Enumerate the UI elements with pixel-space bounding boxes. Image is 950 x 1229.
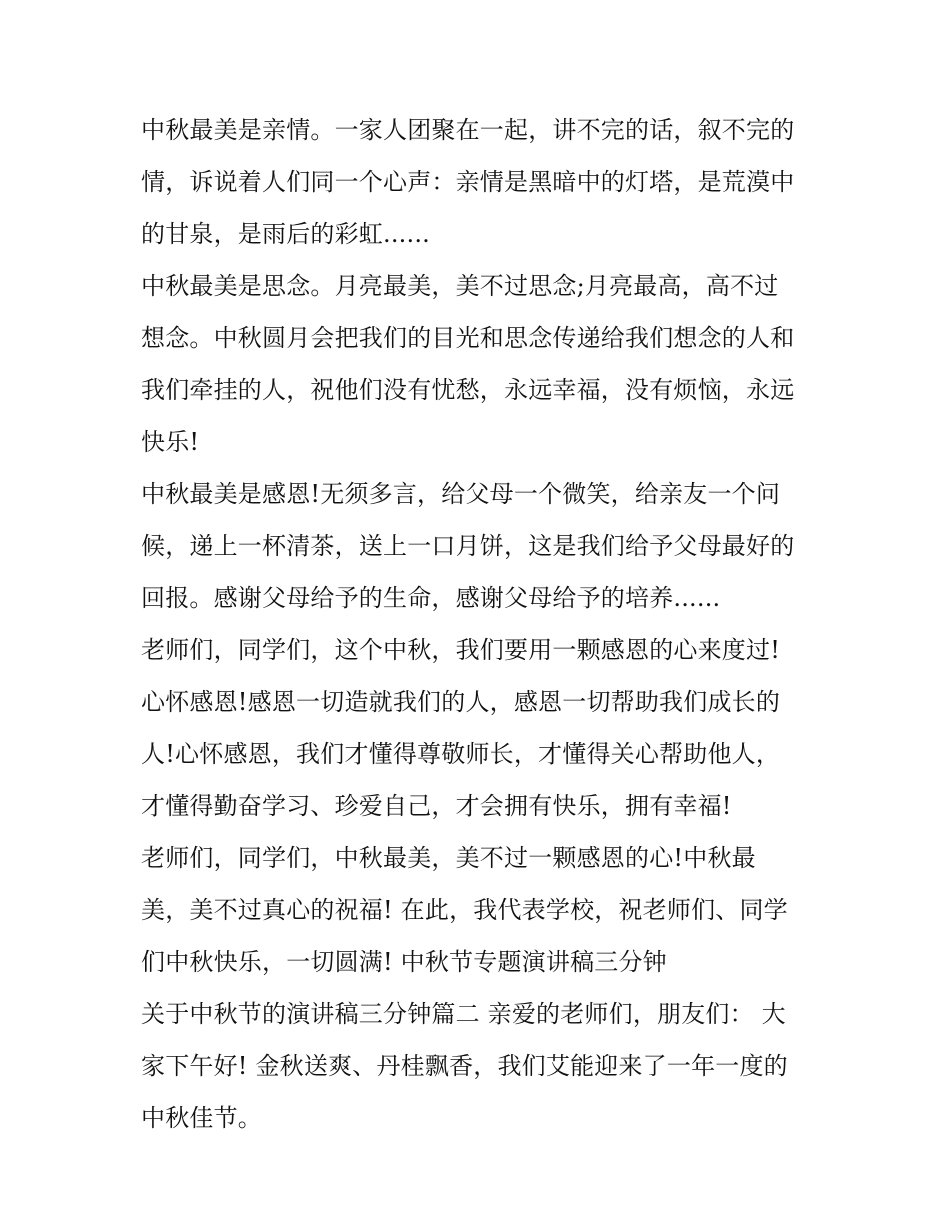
text-line: 中秋最美是思念。月亮最美，美不过思念;月亮最高，高不过	[141, 272, 779, 300]
text-line: 美，美不过真心的祝福! 在此，我代表学校，祝老师们、同学	[141, 896, 788, 924]
text-line: 家下午好! 金秋送爽、丹桂飘香，我们艾能迎来了一年一度的	[141, 1052, 788, 1080]
text-line: 中秋佳节。	[141, 1104, 262, 1132]
text-line: 中秋最美是感恩!无须多言，给父母一个微笑，给亲友一个问	[141, 480, 781, 508]
text-line: 的甘泉，是雨后的彩虹......	[141, 220, 430, 248]
text-line: 情，诉说着人们同一个心声：亲情是黑暗中的灯塔，是荒漠中	[141, 168, 795, 196]
text-line: 人!心怀感恩，我们才懂得尊敬师长，才懂得关心帮助他人，	[141, 740, 781, 768]
text-line: 关于中秋节的演讲稿三分钟篇二 亲爱的老师们，朋友们： 大	[141, 1000, 786, 1028]
text-line: 想念。中秋圆月会把我们的目光和思念传递给我们想念的人和	[141, 324, 795, 352]
text-line: 回报。感谢父母给予的生命，感谢父母给予的培养......	[141, 584, 721, 612]
text-line: 候，递上一杯清茶，送上一口月饼，这是我们给予父母最好的	[141, 532, 795, 560]
text-line: 快乐!	[141, 428, 200, 456]
text-line: 老师们，同学们，中秋最美，美不过一颗感恩的心!中秋最	[141, 844, 756, 872]
text-line: 中秋最美是亲情。一家人团聚在一起，讲不完的话，叙不完的	[141, 116, 795, 144]
text-line: 我们牵挂的人，祝他们没有忧愁，永远幸福，没有烦恼，永远	[141, 376, 795, 404]
document-body	[141, 104, 821, 1144]
text-line: 才懂得勤奋学习、珍爱自己，才会拥有快乐，拥有幸福!	[141, 792, 732, 820]
text-line: 老师们，同学们，这个中秋，我们要用一颗感恩的心来度过!	[141, 636, 781, 664]
text-line: 们中秋快乐，一切圆满! 中秋节专题演讲稿三分钟	[141, 948, 667, 976]
text-line: 心怀感恩!感恩一切造就我们的人，感恩一切帮助我们成长的	[141, 688, 781, 716]
